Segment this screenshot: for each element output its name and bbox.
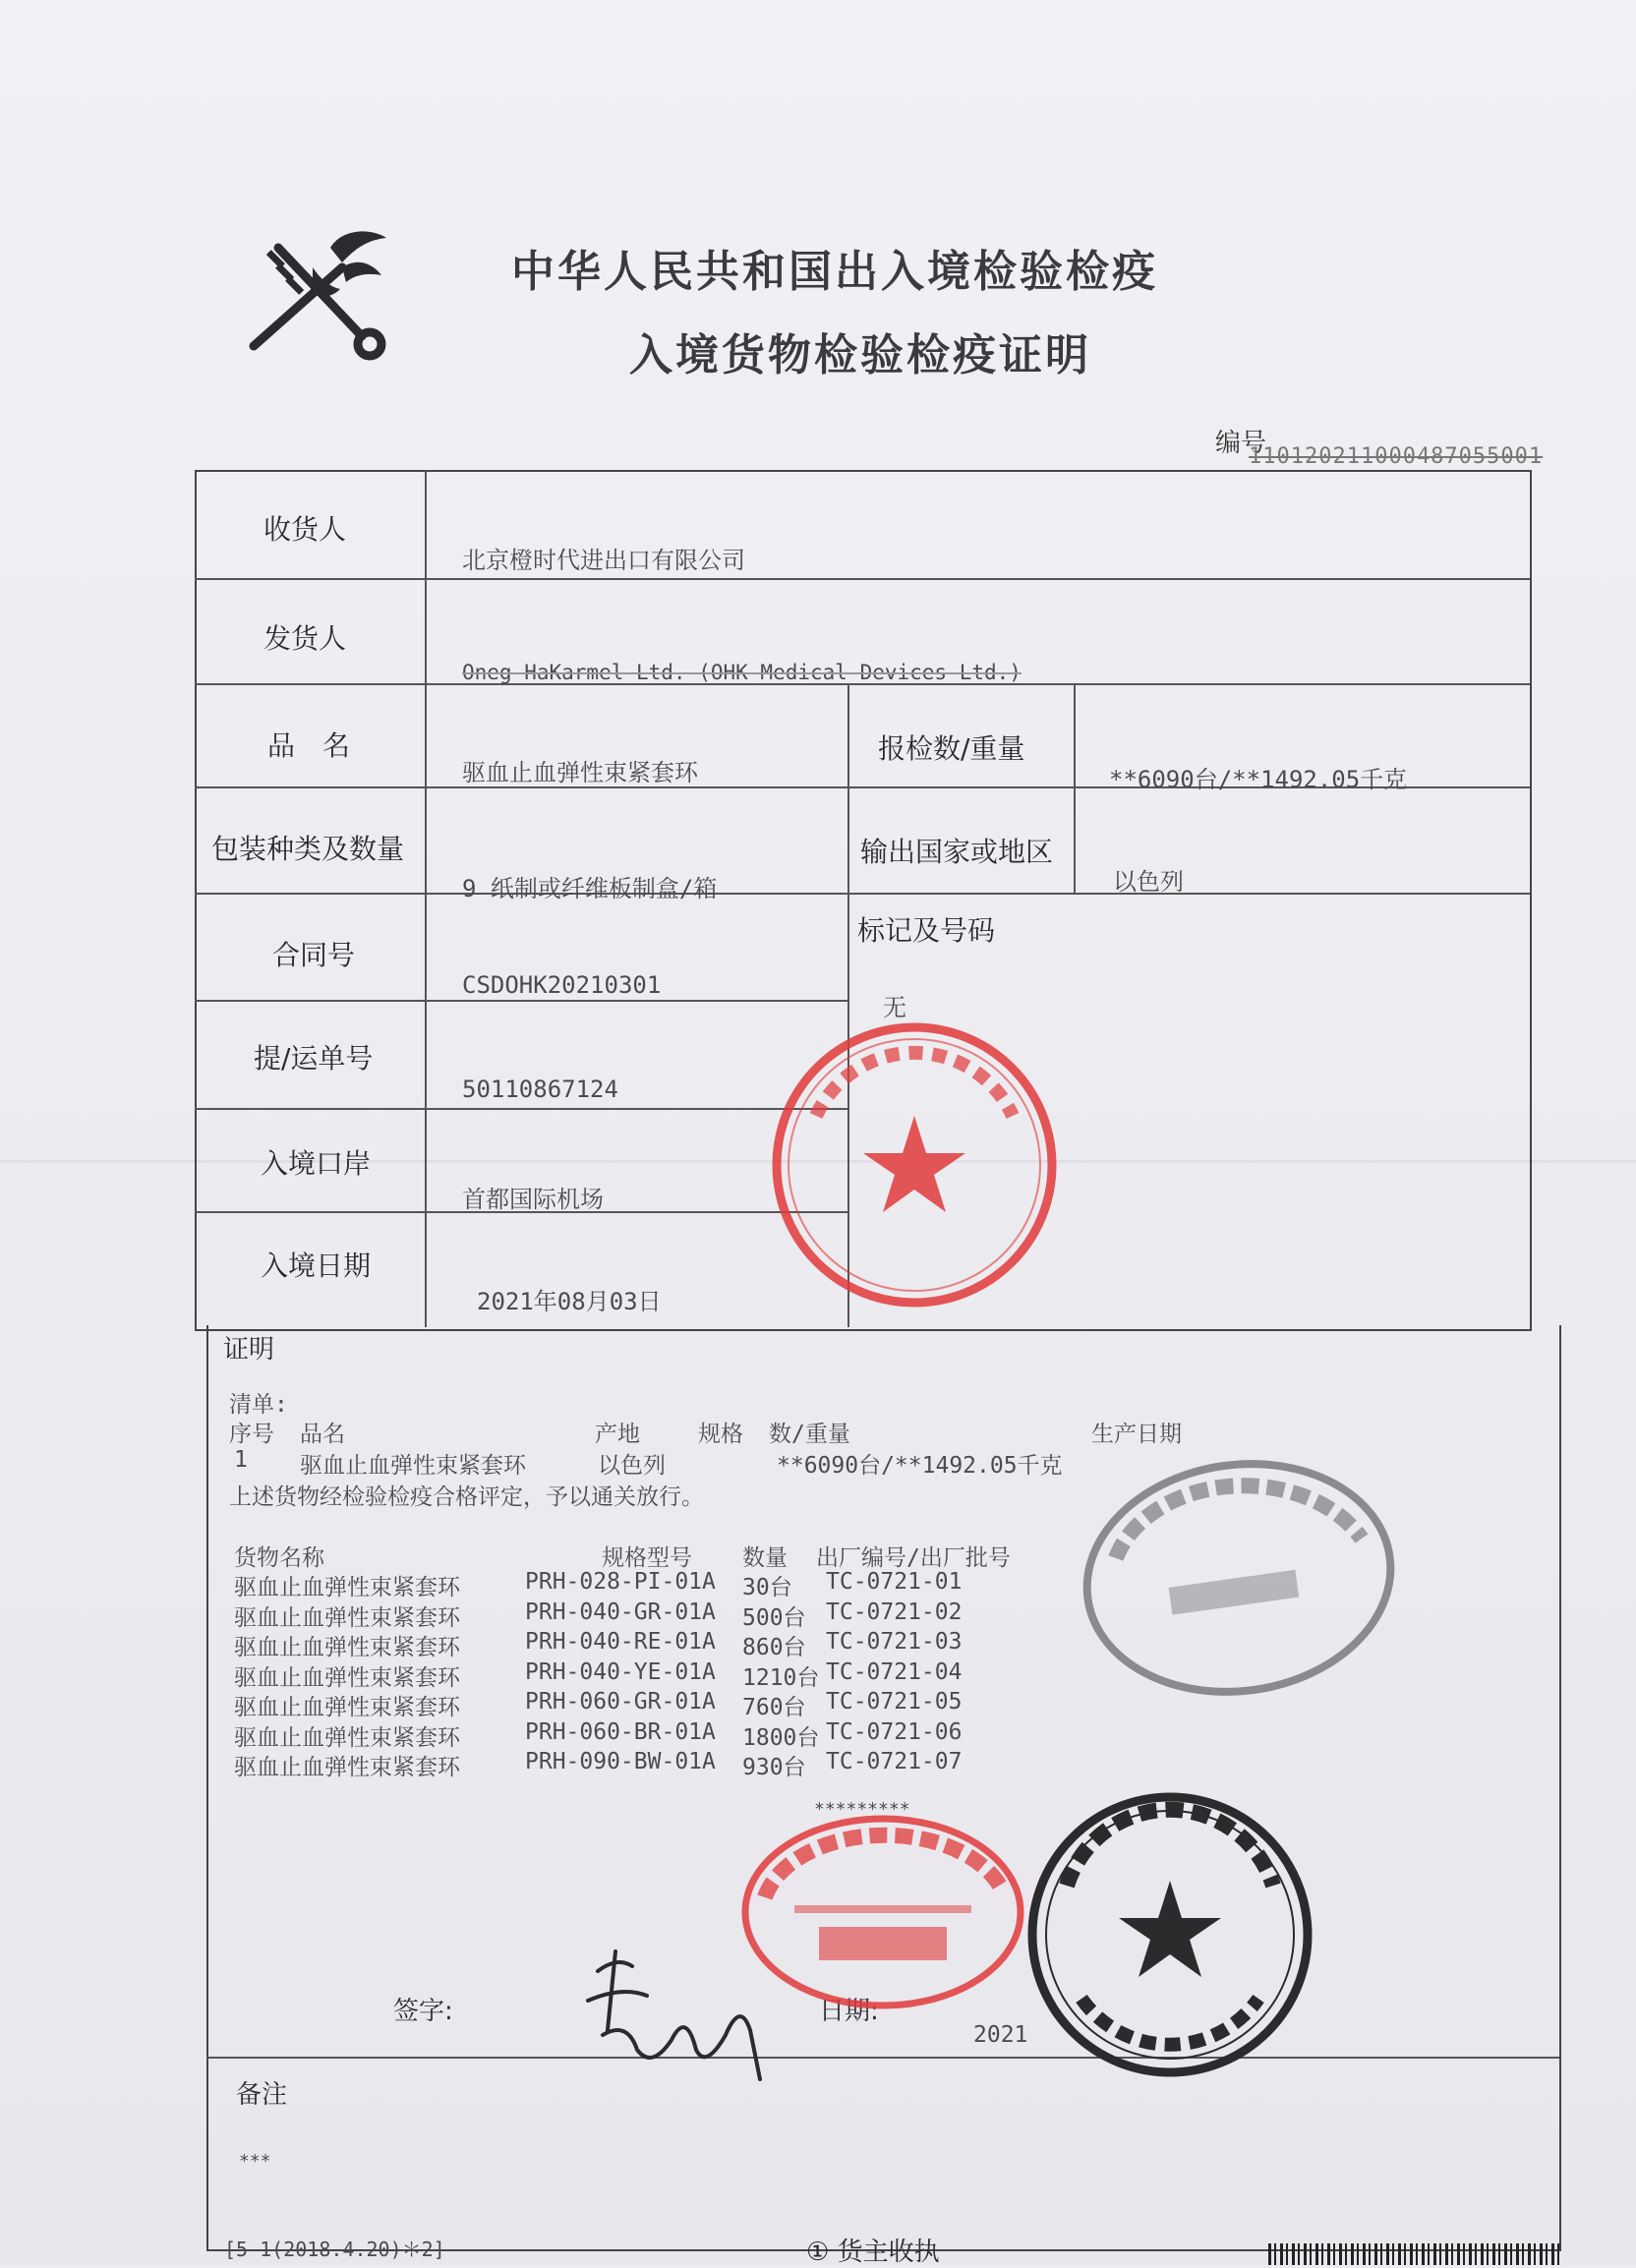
- list-header-cell: 生产日期: [1091, 1422, 1182, 1447]
- rule: [195, 1000, 848, 1002]
- marks-label: 标记及号码: [857, 914, 996, 947]
- detail-cell-name: 驱血止血弹性束紧套环: [234, 1695, 460, 1720]
- detail-cell-qty: 930台: [742, 1755, 806, 1780]
- company-red-seal: [735, 1809, 1030, 2015]
- barcode: [1268, 2243, 1563, 2265]
- detail-cell-name: 驱血止血弹性束紧套环: [234, 1724, 460, 1751]
- detail-header-cell: 数量: [742, 1545, 788, 1571]
- entry-date-label: 入境日期: [261, 1250, 372, 1282]
- signature-label: 签字:: [393, 1997, 453, 2026]
- detail-cell-name: 驱血止血弹性束紧套环: [234, 1604, 460, 1631]
- detail-cell-qty: 860台: [742, 1635, 806, 1660]
- detail-cell-qty: 500台: [742, 1604, 806, 1631]
- rule: [195, 578, 1530, 580]
- detail-cell-model: PRH-040-YE-01A: [525, 1658, 716, 1685]
- customs-black-seal: [1022, 1787, 1317, 2082]
- packing-value: 9 纸制或纤维板制盒/箱: [462, 875, 718, 902]
- form-code: [5-1(2018.4.20)＊2]: [224, 2238, 445, 2261]
- contract-label: 合同号: [272, 939, 356, 971]
- cert-number-label: 编号: [1215, 429, 1267, 458]
- customs-red-seal: [767, 1018, 1062, 1312]
- rule: [425, 470, 427, 1327]
- detail-cell-model: PRH-090-BW-01A: [525, 1749, 716, 1774]
- marks-value: 无: [883, 994, 906, 1021]
- detail-cell-model: PRH-040-RE-01A: [525, 1629, 716, 1655]
- product-label: 品 名: [267, 729, 351, 762]
- detail-cell-name: 驱血止血弹性束紧套环: [234, 1635, 460, 1660]
- detail-header-cell: 货物名称: [234, 1545, 324, 1571]
- detail-cell-lot: TC-0721-03: [826, 1629, 963, 1655]
- detail-cell-lot: TC-0721-07: [826, 1749, 963, 1774]
- detail-cell-name: 驱血止血弹性束紧套环: [234, 1664, 460, 1691]
- product-value: 驱血止血弹性束紧套环: [462, 759, 698, 786]
- detail-cell-qty: 760台: [742, 1695, 806, 1720]
- cert-number: 110120211000487055001: [1249, 444, 1544, 469]
- end-mark: *********: [814, 1799, 910, 1820]
- bill-of-lading-label: 提/运单号: [254, 1042, 374, 1075]
- detail-cell-lot: TC-0721-06: [826, 1718, 963, 1745]
- consignor-label: 发货人: [263, 622, 347, 655]
- detail-cell-name: 驱血止血弹性束紧套环: [234, 1575, 460, 1600]
- packing-label: 包装种类及数量: [211, 833, 405, 865]
- detail-cell-name: 驱血止血弹性束紧套环: [234, 1755, 460, 1780]
- list-header-cell: 产地: [595, 1422, 640, 1447]
- rule: [206, 2057, 1559, 2059]
- consignor-value: Oneg HaKarmel Ltd. (OHK Medical Devices Ltd.): [462, 661, 1022, 684]
- entry-port-label: 入境口岸: [261, 1147, 372, 1180]
- customs-emblem-icon: [244, 228, 391, 366]
- origin-value: 以色列: [1113, 868, 1184, 896]
- copy-label: ① 货主收执: [806, 2238, 940, 2267]
- remarks-value: ***: [239, 2151, 271, 2172]
- document-title-line2: 入境货物检验检疫证明: [629, 330, 1091, 380]
- detail-cell-model: PRH-060-GR-01A: [525, 1689, 716, 1715]
- contract-value: CSDOHK20210301: [462, 971, 662, 999]
- certification-label: 证明: [223, 1335, 275, 1365]
- remarks-label: 备注: [236, 2080, 288, 2110]
- cert-date-value: 2021: [973, 2022, 1028, 2048]
- conclusion-text: 上述货物经检验检疫合格评定，予以通关放行。: [229, 1484, 704, 1510]
- detail-cell-qty: 1800台: [742, 1724, 820, 1751]
- detail-cell-model: PRH-028-PI-01A: [525, 1569, 716, 1595]
- origin-label: 输出国家或地区: [860, 836, 1054, 868]
- detail-cell-lot: TC-0721-01: [826, 1569, 963, 1595]
- qty-weight-value: **6090台/**1492.05千克: [1109, 766, 1408, 793]
- detail-cell-model: PRH-060-BR-01A: [525, 1718, 716, 1745]
- rule: [195, 1108, 848, 1110]
- entry-date-value: 2021年08月03日: [477, 1288, 662, 1315]
- qty-weight-label: 报检数/重量: [878, 732, 1025, 765]
- list-header-cell: 规格: [698, 1422, 743, 1447]
- entry-port-value: 首都国际机场: [462, 1186, 604, 1213]
- detail-cell-model: PRH-040-GR-01A: [525, 1599, 716, 1625]
- detail-cell-qty: 30台: [742, 1575, 792, 1600]
- rule: [195, 893, 1530, 895]
- company-grey-seal: [1077, 1450, 1401, 1706]
- consignee-label: 收货人: [263, 513, 347, 546]
- detail-header-cell: 出厂编号/出厂批号: [816, 1545, 1011, 1571]
- document-title-line1: 中华人民共和国出入境检验检疫: [511, 247, 1158, 297]
- list-label: 清单:: [229, 1392, 288, 1418]
- detail-cell-qty: 1210台: [742, 1664, 820, 1691]
- detail-header-cell: 规格型号: [602, 1545, 692, 1571]
- rule: [1074, 683, 1076, 893]
- detail-cell-lot: TC-0721-04: [826, 1658, 963, 1685]
- list-cell: **6090台/**1492.05千克: [777, 1453, 1063, 1479]
- bill-of-lading-value: 50110867124: [462, 1076, 618, 1103]
- list-cell: 1: [234, 1447, 248, 1473]
- list-cell: 驱血止血弹性束紧套环: [300, 1453, 526, 1479]
- list-header-cell: 序号: [229, 1422, 274, 1447]
- list-cell: 以色列: [598, 1453, 666, 1479]
- detail-cell-lot: TC-0721-05: [826, 1689, 963, 1715]
- cert-date-label: 日期:: [819, 1997, 879, 2026]
- list-header-cell: 数/重量: [769, 1422, 850, 1447]
- list-header-cell: 品名: [300, 1422, 345, 1447]
- detail-cell-lot: TC-0721-02: [826, 1599, 963, 1625]
- consignee-value: 北京橙时代进出口有限公司: [462, 547, 745, 574]
